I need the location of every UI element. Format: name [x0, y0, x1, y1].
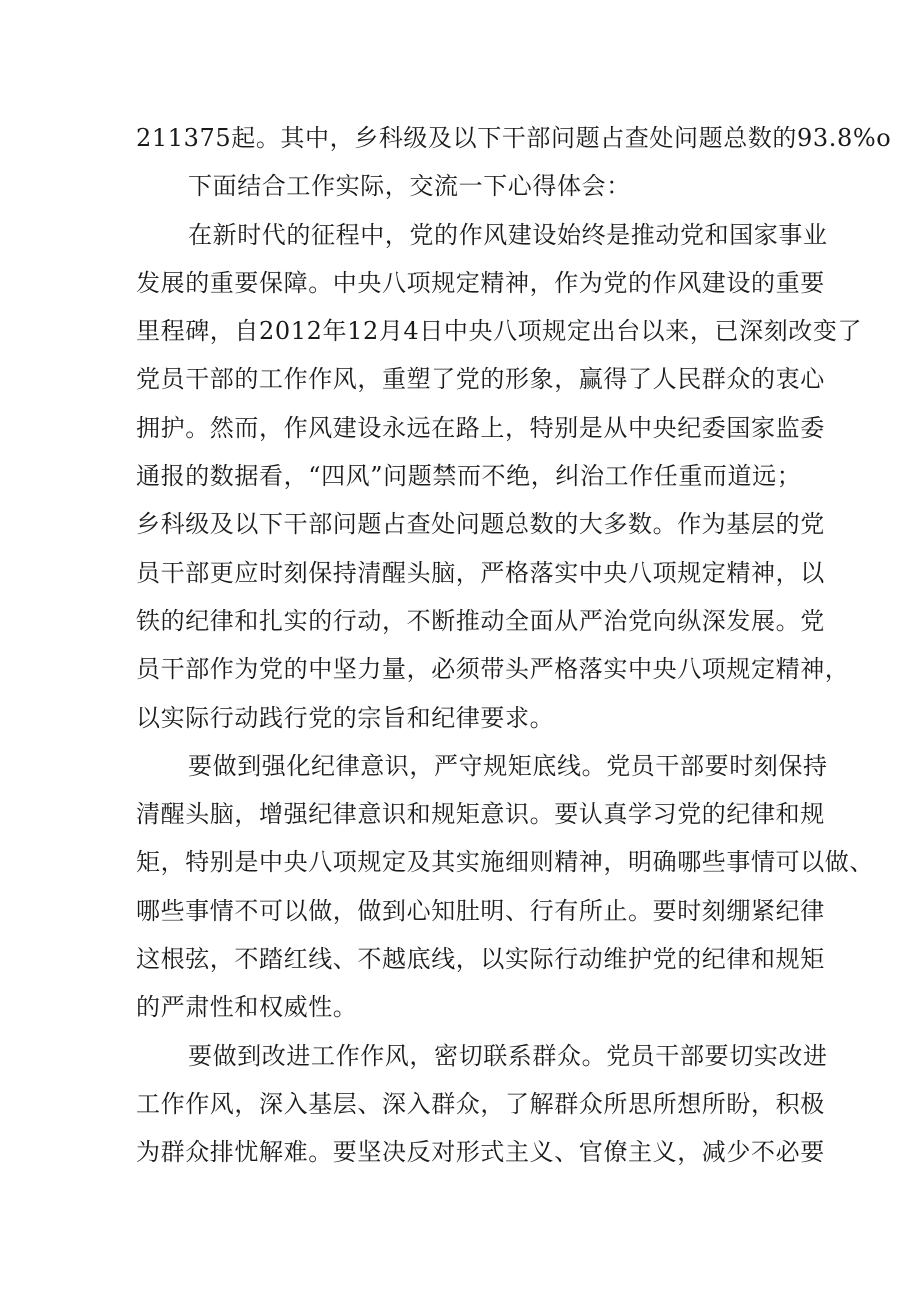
text-line: 通报的数据看，“四风”问题禁而不绝，纠治工作任重而道远；	[136, 462, 802, 491]
text-line: 发展的重要保障。中央八项规定精神，作为党的作风建设的重要	[136, 268, 825, 297]
text-line: 的严肃性和权威性。	[136, 993, 358, 1022]
paragraph-intro	[136, 162, 796, 210]
text-line: 211375起。其中，乡科级及以下干部问题占查处问题总数的93.8%o	[136, 124, 892, 152]
text-line: 要做到改进工作作风，密切联系群众。党员干部要切实改进	[188, 1041, 828, 1070]
text-line: 要做到强化纪律意识，严守规矩底线。党员干部要时刻保持	[188, 751, 828, 780]
text-line: 铁的纪律和扎实的行动，不断推动全面从严治党向纵深发展。党	[136, 606, 825, 635]
text-line: 这根弦，不踏红线、不越底线，以实际行动维护党的纪律和规矩	[136, 945, 825, 974]
text-line: 以实际行动践行党的宗旨和纪律要求。	[136, 703, 555, 732]
text-line: 哪些事情不可以做，做到心知肚明、行有所止。要时刻绷紧纪律	[136, 896, 825, 925]
text-line: 党员干部的工作作风，重塑了党的形象，赢得了人民群众的衷心	[136, 365, 825, 394]
text-line: 乡科级及以下干部问题占查处问题总数的大多数。作为基层的党	[136, 510, 825, 539]
text-line: 里程碑，自2012年12月4日中央八项规定出台以来，已深刻改变了	[136, 317, 863, 346]
text-line: 拥护。然而，作风建设永远在路上，特别是从中央纪委国家监委	[136, 413, 825, 442]
text-line: 下面结合工作实际，交流一下心得体会：	[188, 172, 631, 201]
paragraph-continuation	[136, 114, 892, 162]
text-line: 清醒头脑，增强纪律意识和规矩意识。要认真学习党的纪律和规	[136, 800, 825, 829]
text-line: 工作作风，深入基层、深入群众，了解群众所思所想所盼，积极	[136, 1089, 825, 1118]
paragraph-discipline	[136, 742, 874, 1032]
text-line: 为群众排忧解难。要坚决反对形式主义、官僚主义，减少不必要	[136, 1138, 825, 1167]
text-line: 在新时代的征程中，党的作风建设始终是推动党和国家事业	[188, 220, 828, 249]
paragraph-work-style	[136, 1032, 828, 1177]
text-line: 矩，特别是中央八项规定及其实施细则精神，明确哪些事情可以做、	[136, 848, 874, 877]
paragraph-background	[136, 211, 863, 742]
text-line: 员干部作为党的中坚力量，必须带头严格落实中央八项规定精神，	[136, 655, 850, 684]
body-text	[136, 114, 892, 1177]
text-line: 员干部更应时刻保持清醒头脑，严格落实中央八项规定精神，以	[136, 558, 825, 587]
